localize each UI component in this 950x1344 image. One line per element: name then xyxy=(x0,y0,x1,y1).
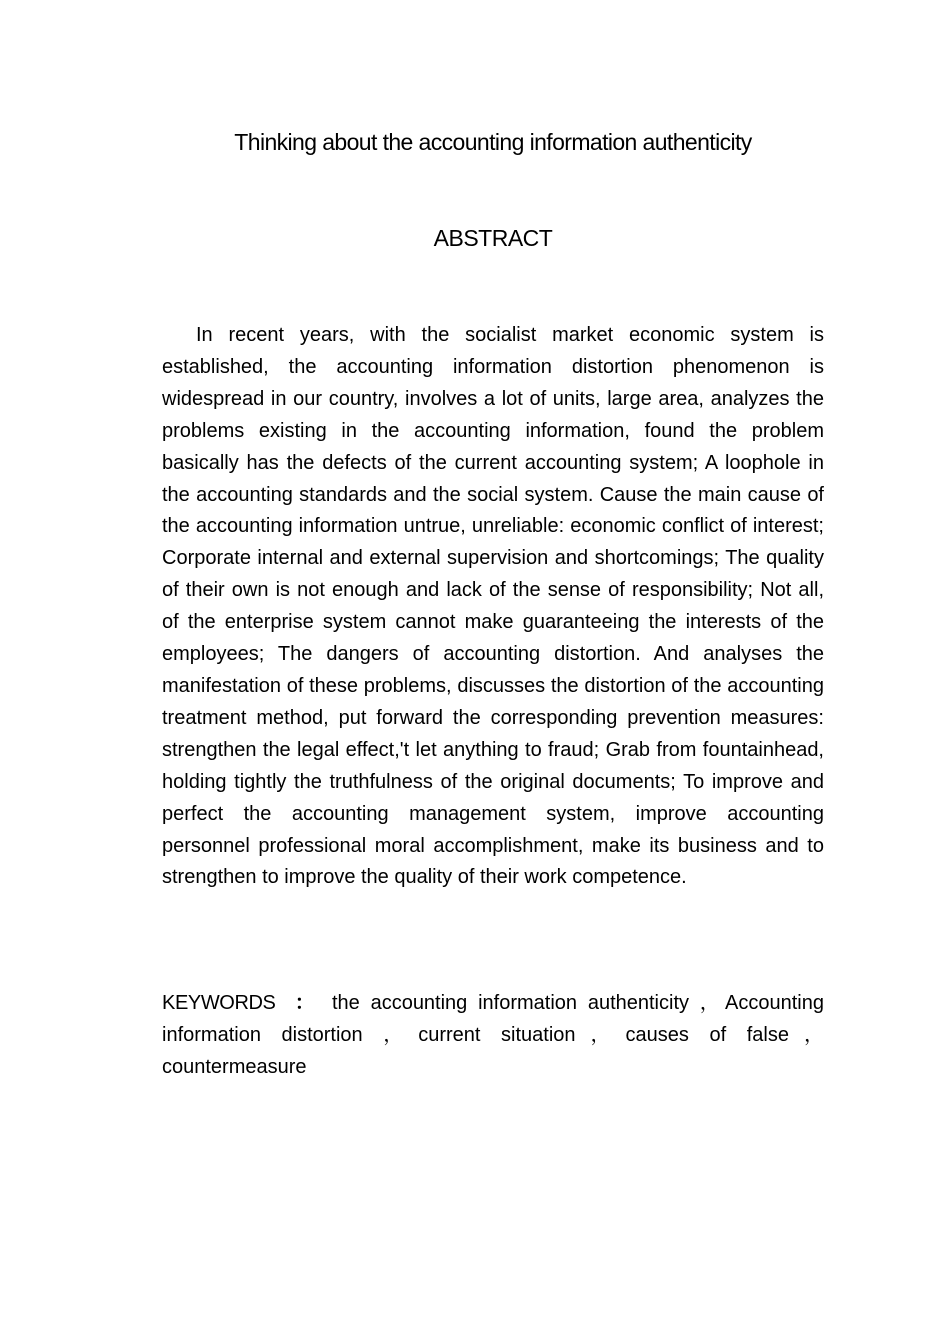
keywords-text: the accounting information authenticity ，Accounting information distortion ，current situation，causes of false，countermeasure xyxy=(162,992,824,1078)
keywords-colon: ： xyxy=(289,992,320,1014)
keywords-label: KEYWORDS xyxy=(162,992,276,1014)
keywords-section xyxy=(162,988,824,1084)
abstract-body: In recent years, with the socialist market economic system is established, the accounting information distortion phenomenon is widespread in our country, involves a lot of units, large area, analyzes the problems existing in the accounting information, found the problem basically has the defects of the current accounting system; A loophole in the accounting standards and the social system. Cause the main cause of the accounting information untrue, unreliable: economic conflict of interest; Corporate internal and external supervision and shortcomings; The quality of their own is not enough and lack of the sense of responsibility; Not all, of the enterprise system cannot make guaranteeing the interests of the employees; The dangers of accounting distortion. And analyses the manifestation of these problems, discusses the distortion of the accounting treatment method, put forward the corresponding prevention measures: strengthen the legal effect,'t let anything to fraud; Grab from fountainhead, holding tightly the truthfulness of the original documents; To improve and perfect the accounting management system, improve accounting personnel professional moral accomplishment, make its business and to strengthen to improve the quality of their work competence. xyxy=(162,324,824,889)
document-title: Thinking about the accounting information authenticity xyxy=(234,129,752,155)
abstract-heading: ABSTRACT xyxy=(433,225,553,251)
